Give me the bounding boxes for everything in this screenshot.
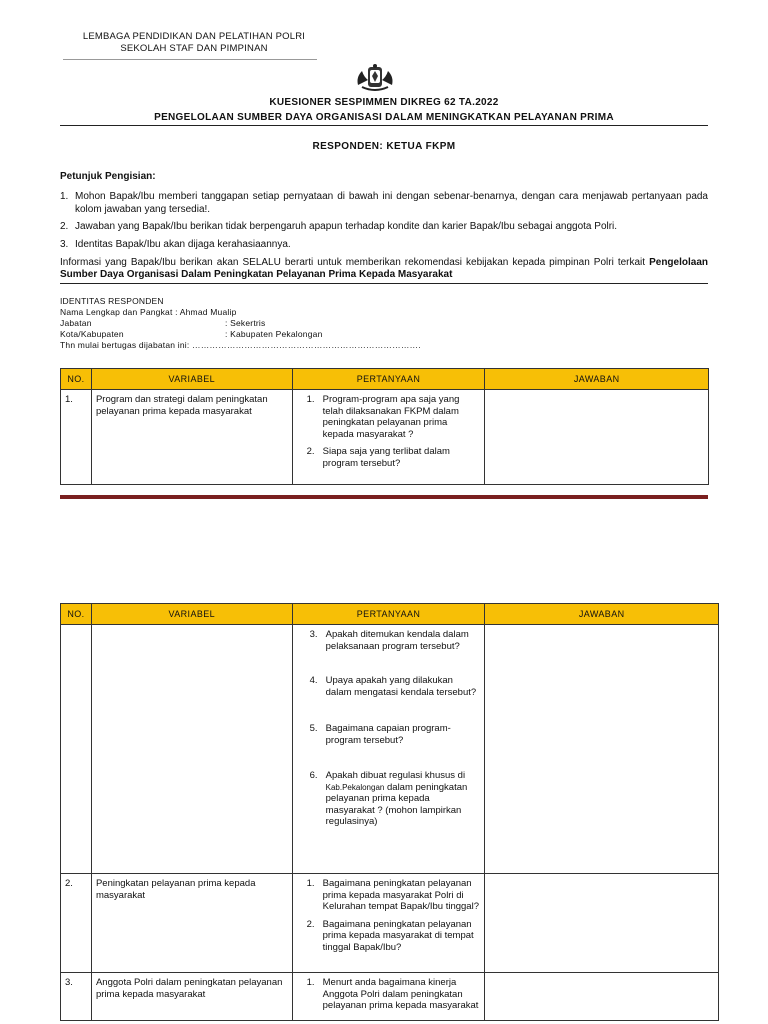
question-text: Menurt anda bagaimana kinerja Anggota Polri dalam peningkatan pelayanan prima kepada masyarakat	[322, 977, 479, 1011]
question-item	[310, 770, 481, 828]
police-emblem-icon	[354, 63, 396, 93]
question-item	[307, 394, 481, 440]
questionnaire-table-1	[60, 368, 709, 485]
answer-cell[interactable]	[485, 390, 709, 485]
row-number: 2.	[61, 874, 92, 973]
question-item	[310, 723, 481, 746]
question-number: 1.	[306, 878, 315, 889]
jabatan-label: Jabatan	[60, 318, 92, 328]
question-number: 3.	[309, 629, 318, 640]
question-number: 1.	[306, 394, 315, 405]
answer-cell[interactable]	[485, 973, 719, 1021]
header-pertanyaan: PERTANYAAN	[292, 604, 485, 625]
question-number: 6.	[309, 770, 318, 781]
table-row	[61, 390, 709, 485]
question-text: Bagaimana peningkatan pelayanan prima kepada masyarakat di tempat tinggal Bapak/Ibu?	[322, 918, 474, 953]
table-row	[61, 625, 719, 874]
row-number	[61, 625, 92, 874]
row-questions	[292, 874, 485, 973]
question-text: Bagaimana peningkatan pelayanan prima kepada masyarakat Polri di Kelurahan tempat Bapak/Ibu tinggal?	[322, 878, 479, 912]
instruction-item	[60, 239, 708, 252]
kota-value: : Kabupaten Pekalongan	[225, 329, 323, 339]
question-number: 5.	[309, 723, 318, 734]
instruction-item	[60, 191, 708, 216]
table-header-row	[61, 369, 709, 390]
tenure-row: Thn mulai bertugas dijabatan ini: …………………………………………………………………….	[60, 340, 421, 350]
respondent-identity	[60, 296, 480, 351]
institution-line-1: LEMBAGA PENDIDIKAN DAN PELATIHAN POLRI	[82, 31, 306, 42]
question-number: 2.	[306, 446, 315, 457]
instruction-text: Mohon Bapak/Ibu memberi tanggapan setiap pernyataan di bawah ini dengan sebenar-benarnya, dengan cara menjawab pertanyaan pada kolom jawaban yang tersedia!.	[75, 191, 708, 215]
question-text: Bagaimana capaian program-program tersebut?	[325, 723, 451, 746]
institution-name	[60, 31, 328, 55]
row-variabel: Program dan strategi dalam peningkatan pelayanan prima kepada masyarakat	[91, 390, 292, 485]
header-variabel: VARIABEL	[91, 604, 292, 625]
instruction-text: Identitas Bapak/Ibu akan dijaga kerahasiaannya.	[75, 239, 291, 250]
instruction-item	[60, 221, 708, 234]
questionnaire-title: KUESIONER SESPIMMEN DIKREG 62 TA.2022	[269, 97, 499, 108]
instruction-number: 2.	[60, 221, 69, 232]
row-number: 3.	[61, 973, 92, 1021]
page-separator	[60, 495, 708, 499]
question-text: Apakah dibuat regulasi khusus di	[325, 770, 466, 781]
question-item	[307, 977, 481, 1012]
questionnaire-subtitle: PENGELOLAAN SUMBER DAYA ORGANISASI DALAM MENINGKATKAN PELAYANAN PRIMA	[154, 112, 614, 123]
question-number: 4.	[309, 675, 318, 686]
table-header-row	[61, 604, 719, 625]
header-pertanyaan: PERTANYAAN	[292, 369, 485, 390]
table-row	[61, 874, 719, 973]
institution-rule	[63, 59, 317, 60]
question-text: dalam peningkatan pelayanan prima kepada masyarakat ? (mohon lampirkan regulasinya)	[325, 781, 468, 827]
row-variabel: Anggota Polri dalam peningkatan pelayanan prima kepada masyarakat	[91, 973, 292, 1021]
question-item	[310, 675, 481, 698]
respondent-heading: RESPONDEN: KETUA FKPM	[312, 141, 456, 152]
table-row	[61, 973, 719, 1021]
identity-heading: IDENTITAS RESPONDEN	[60, 296, 164, 306]
question-text: Siapa saja yang terlibat dalam program tersebut?	[322, 446, 450, 469]
row-variabel	[91, 625, 292, 874]
questionnaire-table-2	[60, 603, 719, 1021]
question-number: 1.	[306, 977, 315, 988]
question-text: Program-program apa saja yang telah dilaksanakan FKPM dalam peningkatan pelayanan prima kepada masyarakat ?	[322, 394, 460, 440]
instruction-text: Jawaban yang Bapak/Ibu berikan tidak berpengaruh apapun terhadap kondite dan karier Bapak/Ibu sebagai anggota Polri.	[75, 221, 618, 232]
row-number: 1.	[61, 390, 92, 485]
info-bold-text: Pengelolaan Sumber Daya Organisasi Dalam Peningkatan Pelayanan Prima Kepada Masyarakat	[60, 257, 708, 280]
row-variabel: Peningkatan pelayanan prima kepada masyarakat	[91, 874, 292, 973]
header-jawaban: JAWABAN	[485, 604, 719, 625]
row-questions	[292, 973, 485, 1021]
question-item	[307, 878, 481, 913]
row-questions	[292, 390, 485, 485]
answer-cell[interactable]	[485, 625, 719, 874]
question-location: Kab.Pekalongan	[325, 782, 385, 792]
question-item	[310, 629, 481, 652]
instruction-number: 1.	[60, 191, 69, 202]
question-text: Apakah ditemukan kendala dalam pelaksanaan program tersebut?	[325, 629, 469, 652]
info-paragraph	[60, 257, 708, 281]
question-item	[307, 919, 481, 954]
instruction-number: 3.	[60, 239, 69, 250]
answer-cell[interactable]	[485, 874, 719, 973]
question-text: Upaya apakah yang dilakukan dalam mengatasi kendala tersebut?	[325, 675, 477, 698]
info-text: Informasi yang Bapak/Ibu berikan akan SELALU berarti untuk memberikan rekomendasi kebijakan kepada pimpinan Polri terkait	[60, 257, 646, 268]
jabatan-value: : Sekertris	[225, 318, 266, 328]
row-questions	[292, 625, 485, 874]
instructions-heading: Petunjuk Pengisian:	[60, 171, 156, 182]
header-no: NO.	[61, 369, 92, 390]
kota-label: Kota/Kabupaten	[60, 329, 124, 339]
institution-line-2: SEKOLAH STAF DAN PIMPINAN	[120, 43, 268, 54]
question-item	[307, 446, 481, 469]
header-no: NO.	[61, 604, 92, 625]
info-rule	[60, 283, 708, 284]
title-rule	[60, 125, 708, 126]
header-jawaban: JAWABAN	[485, 369, 709, 390]
question-number: 2.	[306, 918, 315, 930]
identity-name: Nama Lengkap dan Pangkat : Ahmad Mualip	[60, 307, 237, 317]
header-variabel: VARIABEL	[91, 369, 292, 390]
